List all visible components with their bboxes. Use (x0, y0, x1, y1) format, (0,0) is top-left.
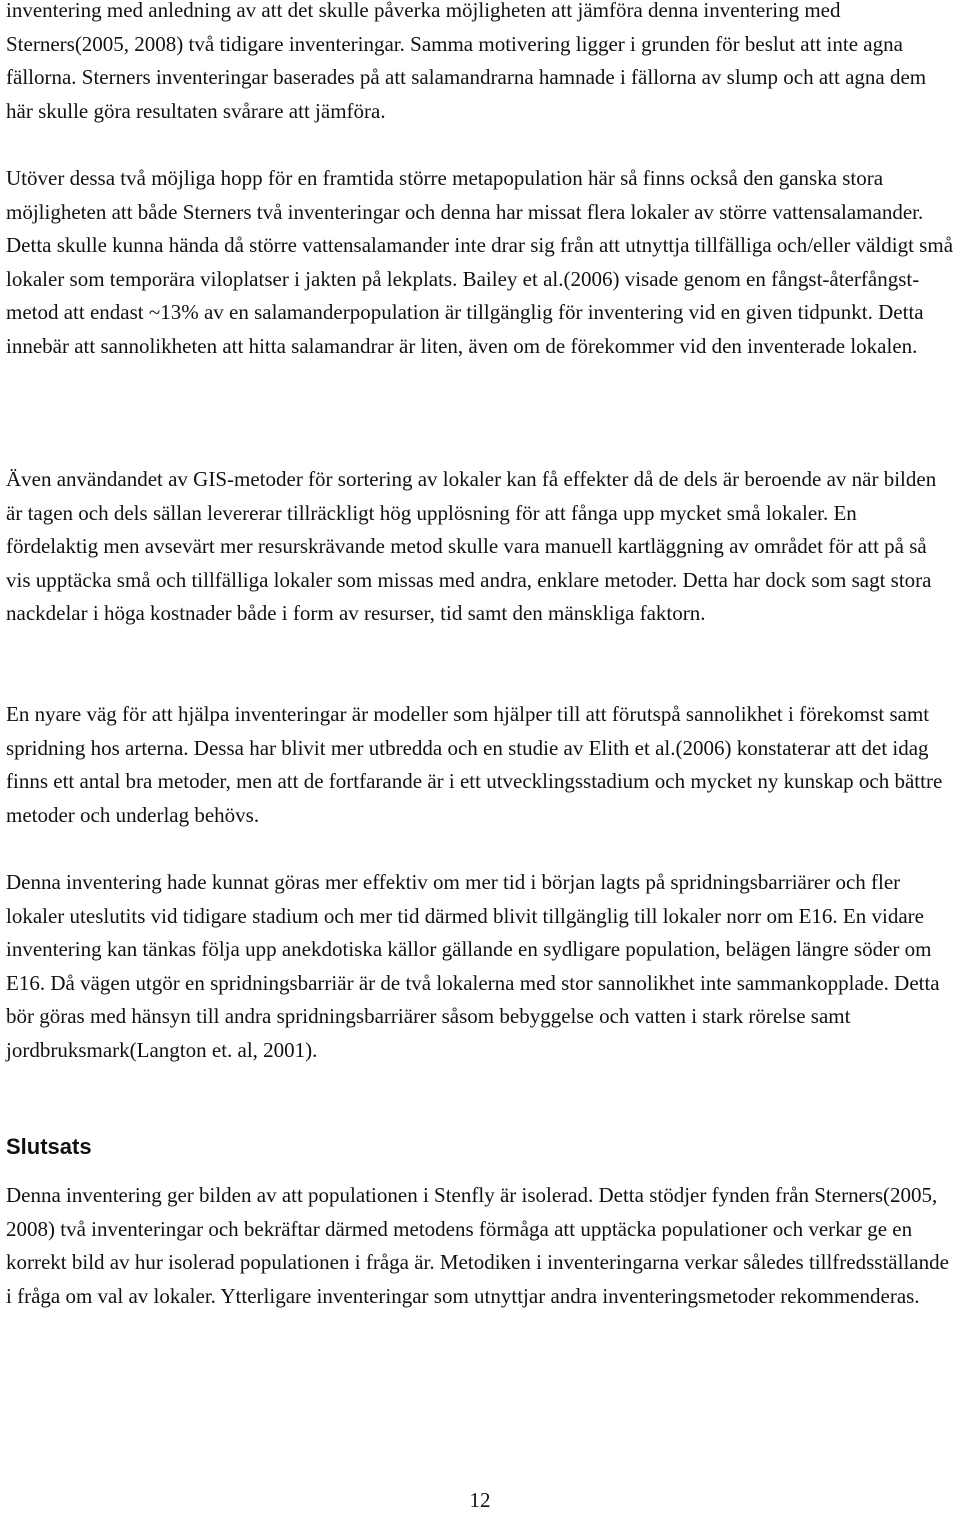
paragraph-models: En nyare väg för att hjälpa inventeringar är modeller som hjälper till att förutspå sannolikhet i förekomst samt spridning hos arterna. Dessa har blivit mer utbredda och en studie av Elith et al.(2006) konstaterar att det idag finns ett antal bra metoder, men att de fortfarande är i ett utvecklingsstadium och mycket ny kunskap och bättre metoder och underlag behövs. (6, 702, 943, 827)
paragraph-continuation: inventering med anledning av att det skulle påverka möjligheten att jämföra denna inventering med Sterners(2005, 2008) två tidigare inventeringar. Samma motivering ligger i grunden för beslut att inte agna fällorna. Sterners inventeringar baserades på att salamandrarna hamnade i fällorna av slump och att agna dem här skulle göra resultaten svårare att jämföra. (6, 0, 927, 123)
paragraph-conclusion: Denna inventering ger bilden av att populationen i Stenfly är isolerad. Detta stödjer fynden från Sterners(2005, 2008) två inventeringar och bekräftar därmed metodens förmåga att upptäcka populationer och verkar ge en korrekt bild av hur isolerad populationen i fråga är. Metodiken i inventeringarna verkar således tillfredsställande i fråga om val av lokaler. Ytterligare inventeringar som utnyttjar andra inventeringsmetoder rekommenderas. (6, 1183, 949, 1308)
paragraph-gis-methods: Även användandet av GIS-metoder för sortering av lokaler kan få effekter då de dels är beroende av när bilden är tagen och dels sällan levererar tillräckligt hög upplösning för att fånga upp mycket små lokaler. En fördelaktig men avsevärt mer resurskrävande metod skulle vara manuell kartläggning av området för att på så vis upptäcka små och tillfälliga lokaler som missas med andra, enklare metoder. Detta har dock som sagt stora nackdelar i höga kostnader både i form av resurser, tid samt den mänskliga faktorn. (6, 467, 937, 625)
page-number: 12 (469, 1488, 491, 1512)
paragraph-missed-localities: Utöver dessa två möjliga hopp för en framtida större metapopulation här så finns också den ganska stora möjligheten att både Sterners två inventeringar och denna har missat flera lokaler av större vattensalamander. Detta skulle kunna hända då större vattensalamander inte drar sig från att utnyttja tillfälliga och/eller väldigt små lokaler som temporära viloplatser i jakten på lekplats. Bailey et al.(2006) visade genom en fångst-återfångst-metod att endast ~13% av en salamanderpopulation är tillgänglig för inventering vid en given tidpunkt. Detta innebär att sannolikheten att hitta salamandrar är liten, även om de förekommer vid den inventerade lokalen. (6, 166, 954, 358)
paragraph-efficiency: Denna inventering hade kunnat göras mer effektiv om mer tid i början lagts på spridningsbarriärer och fler lokaler uteslutits vid tidigare stadium och mer tid därmed blivit tillgänglig till lokaler norr om E16. En vidare inventering kan tänkas följa upp anekdotiska källor gällande en sydligare population, belägen längre söder om E16. Då vägen utgör en spridningsbarriär är de två lokalerna med stor sannolikhet inte sammankopplade. Detta bör göras med hänsyn till andra spridningsbarriärer såsom bebyggelse och vatten i stark rörelse samt jordbruksmark(Langton et. al, 2001). (6, 870, 940, 1062)
section-heading-slutsats: Slutsats (6, 1134, 92, 1159)
